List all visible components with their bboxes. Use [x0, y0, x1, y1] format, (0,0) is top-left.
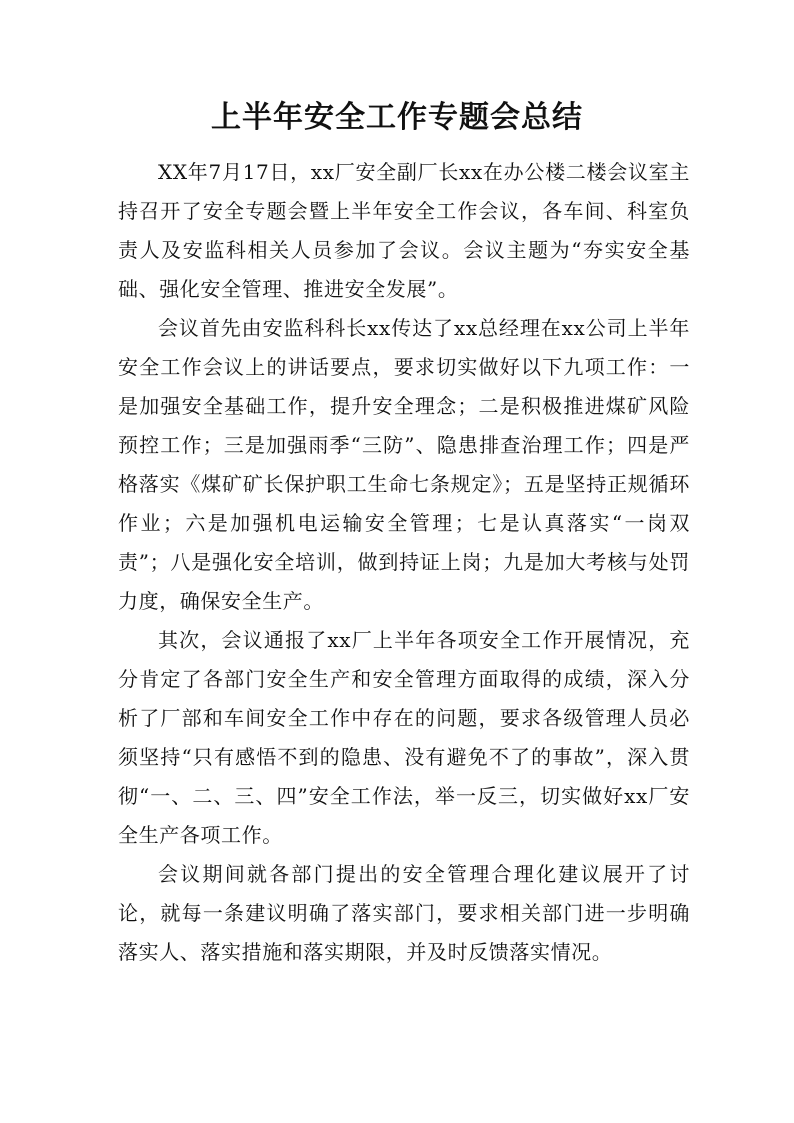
document-body — [118, 153, 690, 972]
paragraph-nine-tasks: 会议首先由安监科科长xx传达了xx总经理在xx公司上半年安全工作会议上的讲话要点，要求切实做好以下九项工作：一是加强安全基础工作，提升安全理念；二是积极推进煤矿风险预控工作；三是加强雨季“三防”、隐患排查治理工作；四是严格落实《煤矿矿长保护职工生命七条规定》；五是坚持正规循环作业；六是加强机电运输安全管理；七是认真落实“一岗双责”；八是强化安全培训，做到持证上岗；九是加大考核与处罚力度，确保安全生产。 — [118, 316, 690, 613]
paragraph-suggestions: 会议期间就各部门提出的安全管理合理化建议展开了讨论，就每一条建议明确了落实部门，要求相关部门进一步明确落实人、落实措施和落实期限，并及时反馈落实情况。 — [118, 862, 690, 964]
paragraph-meeting-intro: XX年7月17日，xx厂安全副厂长xx在办公楼二楼会议室主持召开了安全专题会暨上半年安全工作会议，各车间、科室负责人及安监科相关人员参加了会议。会议主题为“夯实安全基础、强化安全管理、推进安全发展”。 — [118, 160, 690, 301]
document-title: 上半年安全工作专题会总结 — [211, 100, 583, 135]
paragraph-work-report: 其次，会议通报了xx厂上半年各项安全工作开展情况，充分肯定了各部门安全生产和安全管理方面取得的成绩，深入分析了厂部和车间安全工作中存在的问题，要求各级管理人员必须坚持“只有感悟不到的隐患、没有避免不了的事故”，深入贯彻“一、二、三、四”安全工作法，举一反三，切实做好xx厂安全生产各项工作。 — [118, 628, 690, 847]
